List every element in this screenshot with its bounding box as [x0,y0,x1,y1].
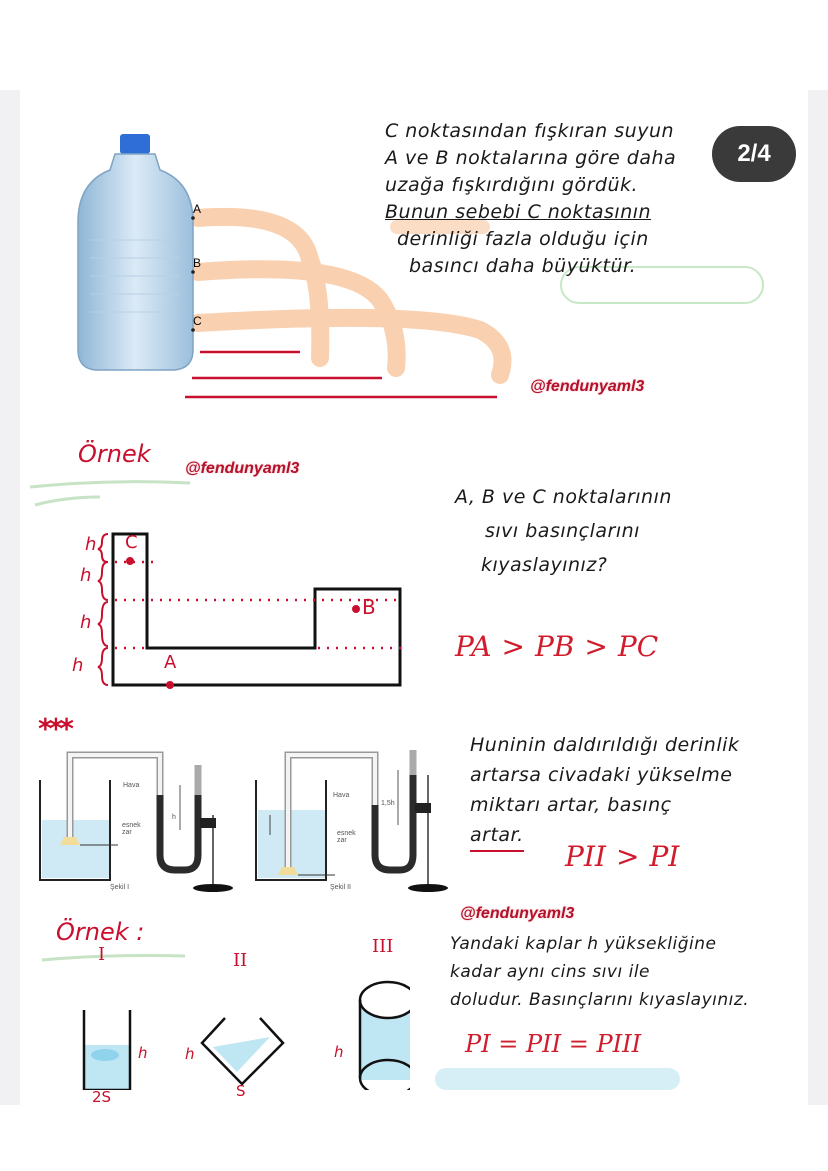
explanation-line: C noktasından fışkıran suyun [385,120,675,142]
example2-answer: PI = PII = PIII [465,1030,642,1058]
bottle-label-c: C [193,314,202,328]
height-label-2: 1,5h [381,800,395,807]
gt-sign: > [584,630,608,663]
question-line: sıvı basınçlarını [485,520,640,542]
h-label: h [85,534,97,555]
point-c-label: C [125,532,138,553]
bottle-cap [120,134,150,154]
blue-highlight [435,1068,680,1090]
explanation-line: miktarı artar, basınç [470,794,672,816]
point-b-label: B [362,595,376,619]
page-indicator: 2/4 [712,126,796,182]
container-2-label: II [233,950,248,971]
example1-question [455,480,775,582]
bottle-label-a: A [193,202,202,216]
explanation-line: Bunun sebebi C noktasının [385,201,652,223]
experiment-explanation [470,730,810,852]
h-label: h [80,612,92,633]
membrane-label-2: esnek zar [337,830,356,844]
container-1-label: I [98,944,106,965]
question-line: Yandaki kaplar h yüksekliğine [450,934,717,954]
explanation-line: Huninin daldırıldığı derinlik [470,734,740,756]
pressure-b: PB [534,630,575,663]
container-1-height: h [138,1044,148,1062]
explanation-line: derinliği fazla olduğu için [397,228,649,250]
container-2-height: h [185,1045,195,1063]
gt-sign: > [615,840,640,873]
pressure-2: PII [565,840,606,873]
membrane-label-1: esnek zar [122,822,141,836]
gt-sign: > [501,630,525,663]
manometer-figures [30,745,450,895]
left-margin [0,90,20,1105]
section1-explanation [385,118,805,280]
star-marks: *** [38,712,70,745]
explanation-line: basıncı daha büyüktür. [409,255,637,277]
bottle-label-b: B [193,256,202,270]
question-line: kıyaslayınız? [481,554,608,576]
h-label: h [72,655,84,676]
h-label: h [80,565,92,586]
container-3-label: III [372,936,394,957]
watermark-handle: @fendunyaml3 [530,378,645,395]
pressure-1: PI [649,840,680,873]
question-line: A, B ve C noktalarının [455,486,672,508]
figure1-caption: Şekil I [110,884,130,891]
air-label-1: Hava [123,782,140,789]
example1-title: Örnek [78,440,151,468]
example1-answer [455,630,658,663]
container-1-base: 2S [92,1088,112,1106]
example2-watermark: @fendunyaml3 [460,905,575,922]
question-line: kadar aynı cins sıvı ile [450,962,651,982]
explanation-line: artar. [470,820,524,852]
right-margin [808,90,828,1105]
explanation-line: artarsa civadaki yükselme [470,764,733,786]
container-2-base: S [236,1082,246,1100]
experiment-answer [565,840,679,873]
pressure-c: PC [617,630,659,663]
point-a-label: A [164,652,177,673]
height-label-1: h [172,814,176,821]
example1-watermark: @fendunyaml3 [185,460,300,477]
explanation-line: uzağa fışkırdığını gördük. [385,174,639,196]
explanation-line: A ve B noktalarına göre daha [385,147,677,169]
pressure-a: PA [455,630,492,663]
container-diagrams [70,970,410,1090]
figure2-caption: Şekil II [330,884,352,891]
example2-question [450,930,810,1014]
air-label-2: Hava [333,792,350,799]
container-3-height: h [334,1043,344,1061]
question-line: doludur. Basınçlarını kıyaslayınız. [450,990,750,1010]
example2-title: Örnek : [56,918,145,946]
